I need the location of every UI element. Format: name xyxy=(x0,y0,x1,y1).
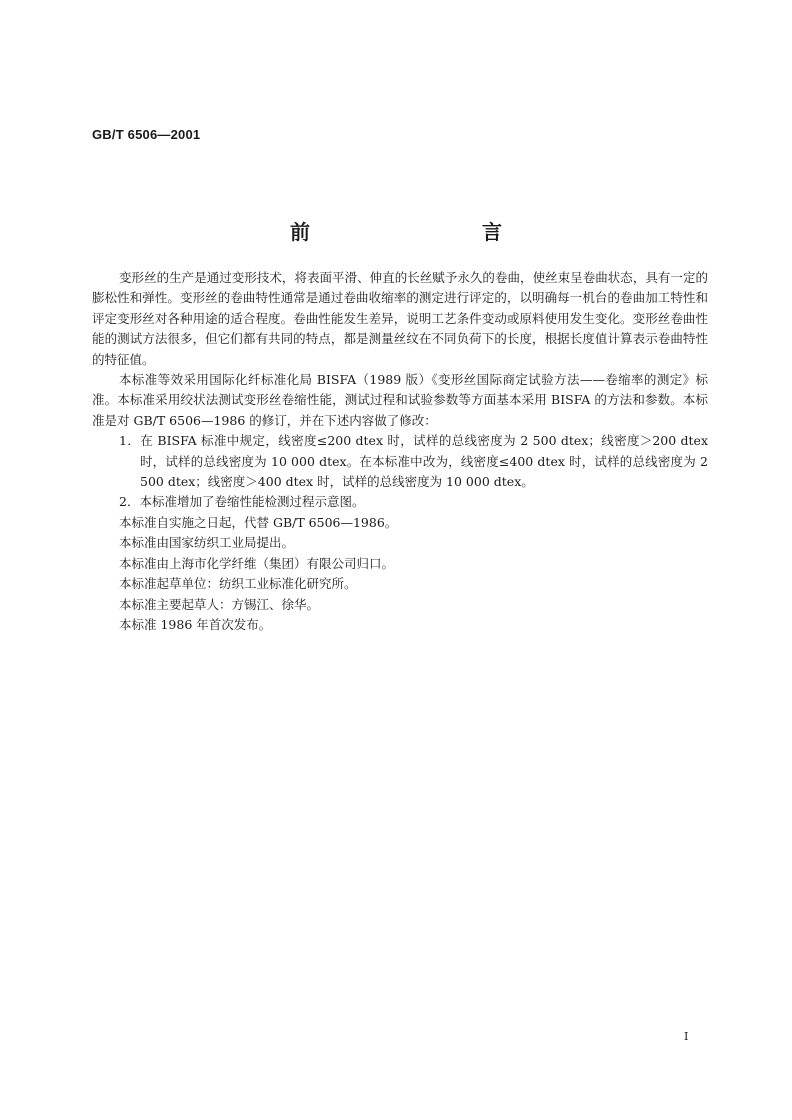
note-proposed-by: 本标准由国家纺织工业局提出。 xyxy=(119,535,295,551)
page-number: I xyxy=(684,1030,689,1043)
foreword-body xyxy=(92,268,708,635)
list-item-2: 2．本标准增加了卷缩性能检测过程示意图。 xyxy=(119,494,365,510)
list-item-1: 1．在 BISFA 标准中规定，线密度≤200 dtex 时，试样的总线密度为 2 500 dtex；线密度＞200 dtex 时，试样的总线密度为 10 000 dtex。在本标准中改为，线密度≤400 dtex 时，试样的总线密度为 2 500 dtex；线密度＞400 dtex 时，试样的总线密度为 10 000 dtex。 xyxy=(119,433,708,490)
note-drafters: 本标准主要起草人：方锡江、徐华。 xyxy=(119,596,320,612)
standard-code: GB/T 6506—2001 xyxy=(92,127,201,142)
paragraph-adoption: 本标准等效采用国际化纤标准化局 BISFA（1989 版）《变形丝国际商定试验方法——卷缩率的测定》标准。本标准采用绞状法测试变形丝卷缩性能，测试过程和试验参数等方面基本采用 BISFA 的方法和参数。本标准是对 GB/T 6506—1986 的修订，并在下述内容做了修改： xyxy=(92,372,708,428)
note-drafting-unit: 本标准起草单位：纺织工业标准化研究所。 xyxy=(119,576,357,592)
page-title: 前 言 xyxy=(290,220,546,244)
note-first-issued: 本标准 1986 年首次发布。 xyxy=(119,616,272,632)
note-replaces: 本标准自实施之日起，代替 GB/T 6506—1986。 xyxy=(119,514,398,530)
paragraph-intro: 变形丝的生产是通过变形技术，将表面平滑、伸直的长丝赋予永久的卷曲，使丝束呈卷曲状态，具有一定的膨松性和弹性。变形丝的卷曲特性通常是通过卷曲收缩率的测定进行评定的，以明确每一机台的卷曲加工特性和评定变形丝对各种用途的适合程度。卷曲性能发生差异，说明工艺条件变动或原料使用发生变化。变形丝卷曲性能的测试方法很多，但它们都有共同的特点，都是测量丝纹在不同负荷下的长度，根据长度值计算表示卷曲特性的特征值。 xyxy=(92,270,708,367)
note-centralized-by: 本标准由上海市化学纤维（集团）有限公司归口。 xyxy=(119,555,395,571)
